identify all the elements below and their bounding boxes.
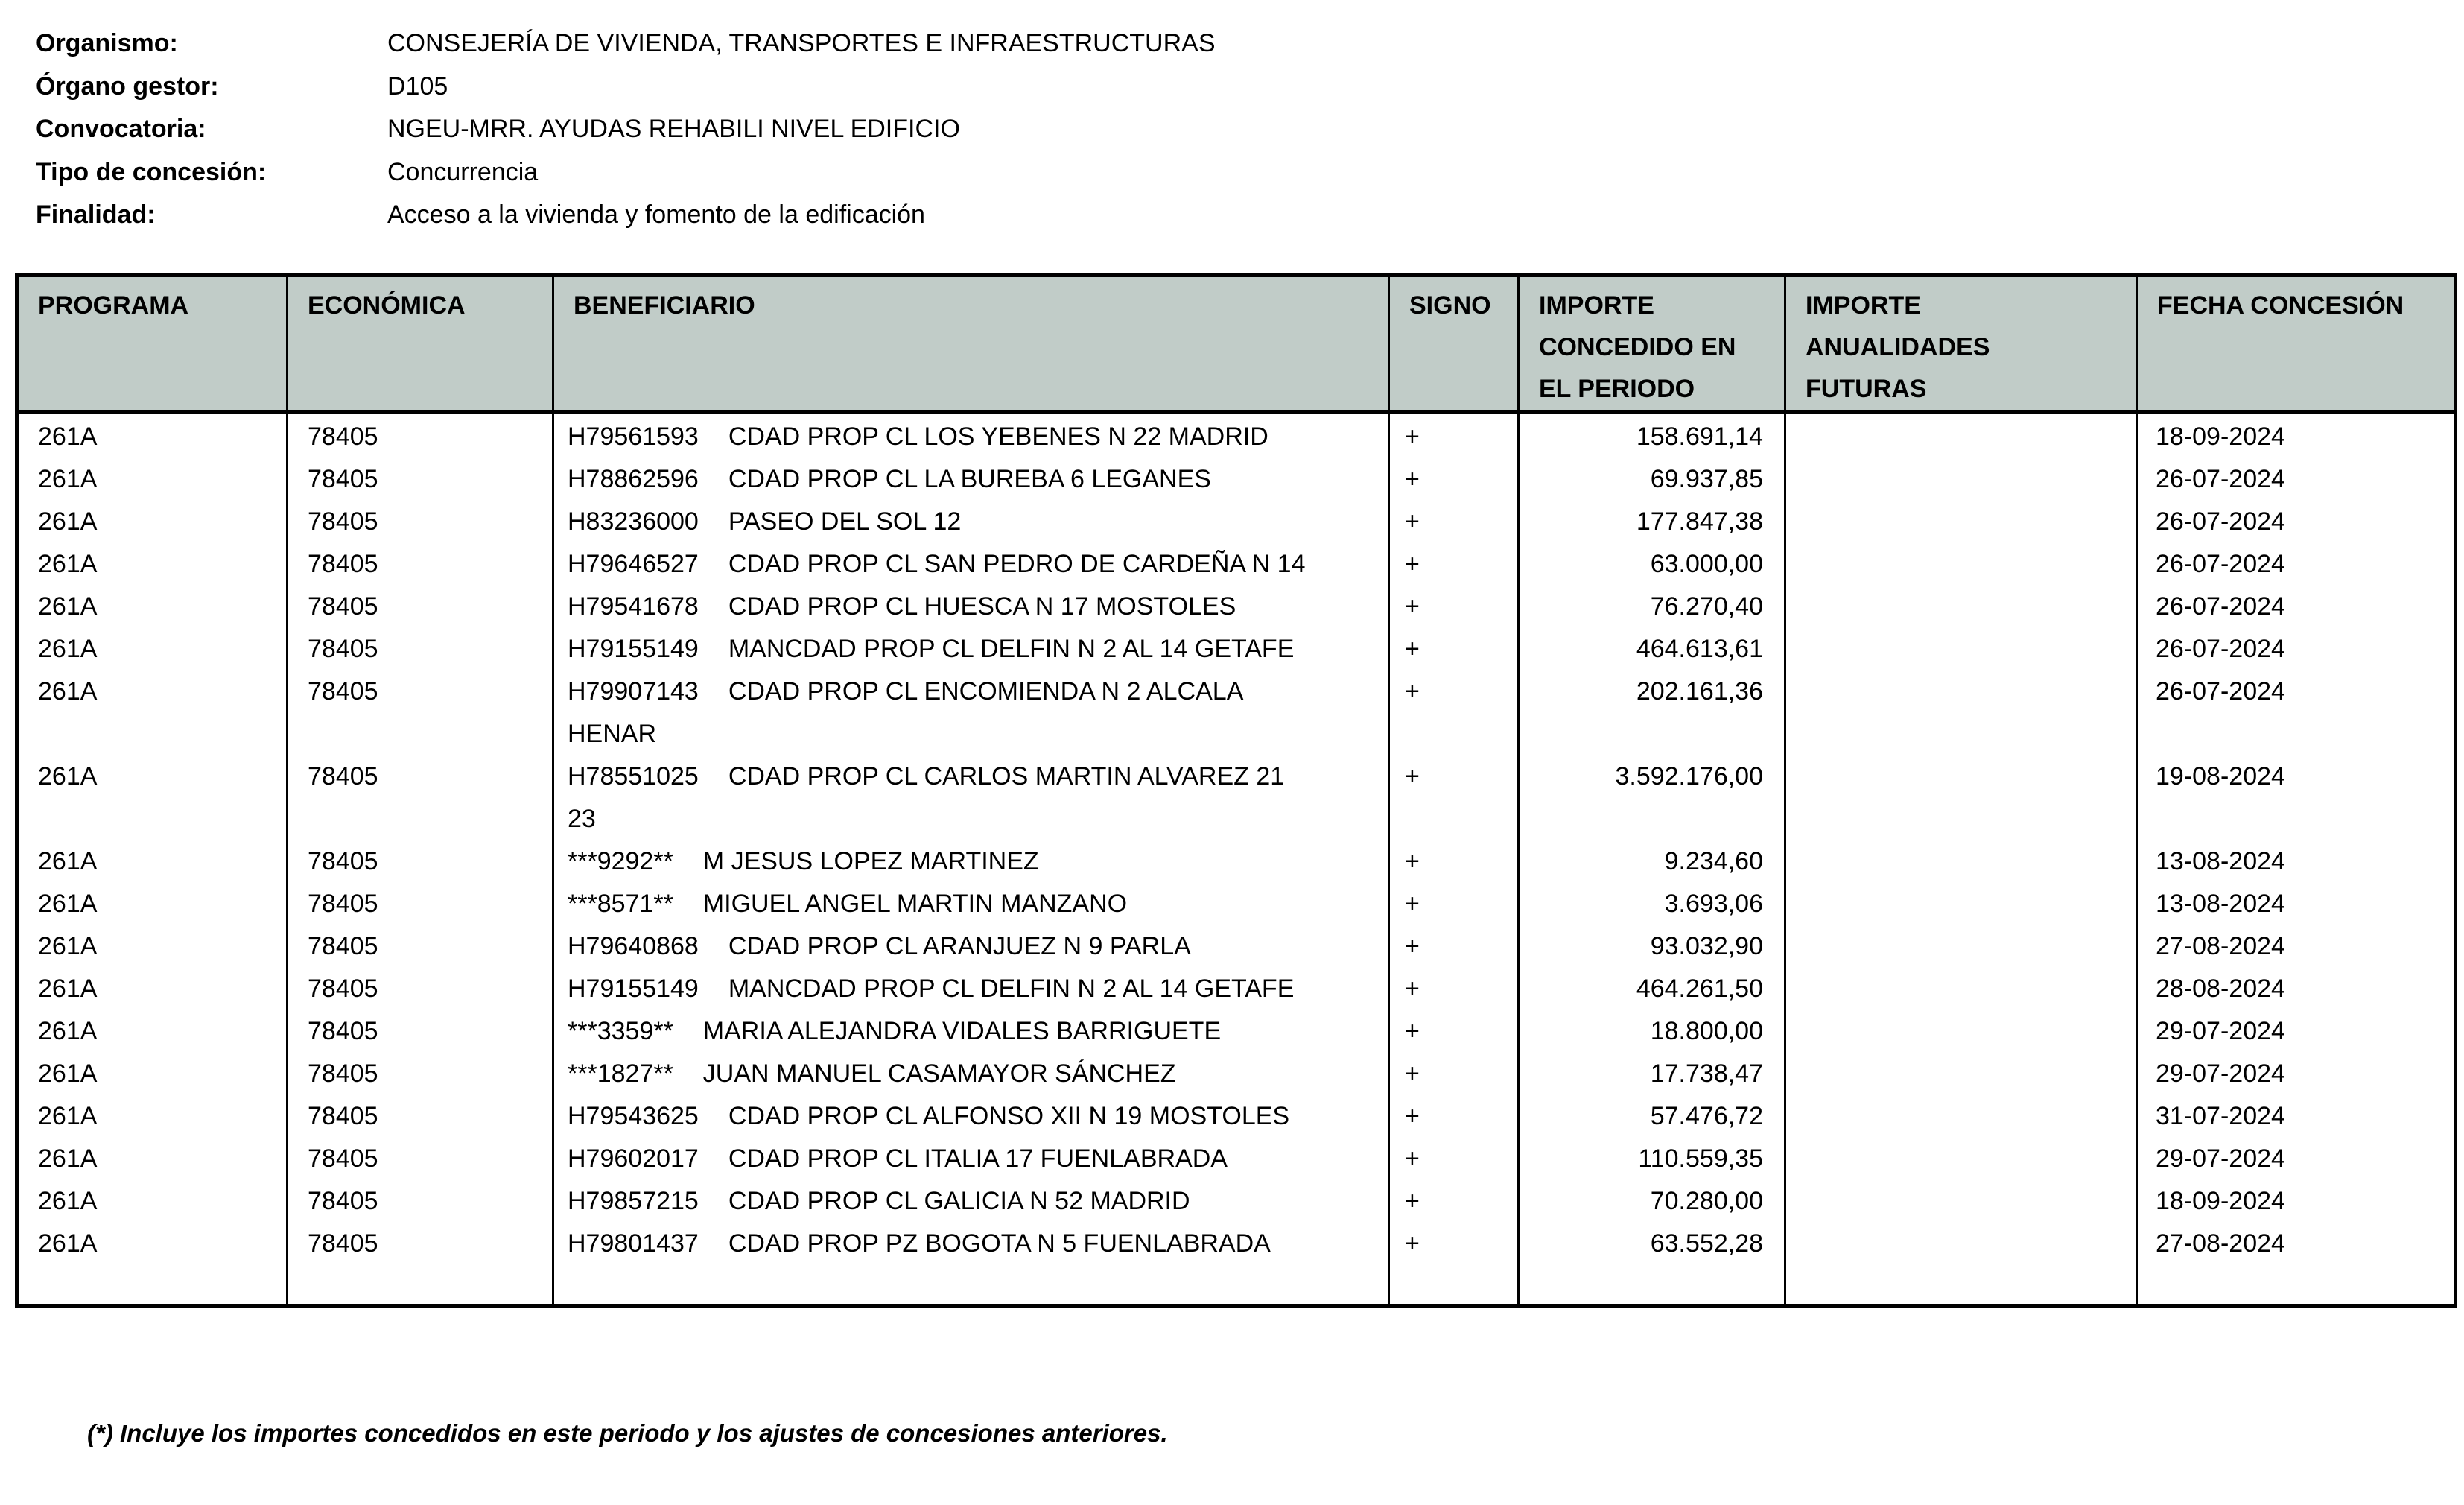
table-row xyxy=(17,840,2456,883)
beneficiario-id: ***1827** xyxy=(568,1059,673,1088)
importe-concedido-cell: 93.032,90 xyxy=(1519,925,1785,968)
importe-anualidades-cell xyxy=(1785,925,2137,968)
beneficiario-name: CDAD PROP CL ARANJUEZ N 9 PARLA xyxy=(728,932,1191,960)
beneficiario-name: CDAD PROP CL GALICIA N 52 MADRID xyxy=(728,1187,1190,1215)
beneficiario-cell xyxy=(553,412,1389,459)
beneficiario-cell xyxy=(553,883,1389,925)
grants-table xyxy=(15,273,2457,1308)
beneficiario-cell xyxy=(553,501,1389,543)
economica-cell: 78405 xyxy=(288,1010,553,1053)
economica-cell: 78405 xyxy=(288,883,553,925)
table-row xyxy=(17,1010,2456,1053)
document-meta xyxy=(36,22,1216,237)
fecha-concesion-cell: 26-07-2024 xyxy=(2137,458,2456,501)
economica-cell: 78405 xyxy=(288,586,553,628)
importe-concedido-cell: 3.592.176,00 xyxy=(1519,755,1785,840)
meta-label: Tipo de concesión: xyxy=(36,157,267,186)
importe-concedido-cell: 9.234,60 xyxy=(1519,840,1785,883)
beneficiario-id: ***3359** xyxy=(568,1017,673,1045)
economica-cell: 78405 xyxy=(288,412,553,459)
table-row xyxy=(17,925,2456,968)
economica-cell: 78405 xyxy=(288,458,553,501)
beneficiario-id: H79801437 xyxy=(568,1229,699,1258)
importe-anualidades-cell xyxy=(1785,1095,2137,1138)
economica-cell: 78405 xyxy=(288,840,553,883)
beneficiario-id: H79543625 xyxy=(568,1102,699,1130)
column-header-beneficiario: BENEFICIARIO xyxy=(553,276,1389,412)
table-row xyxy=(17,883,2456,925)
beneficiario-name: CDAD PROP CL SAN PEDRO DE CARDEÑA N 14 xyxy=(728,550,1306,578)
economica-cell: 78405 xyxy=(288,1095,553,1138)
meta-row-finalidad xyxy=(36,194,1216,237)
economica-cell: 78405 xyxy=(288,1223,553,1306)
column-header-importe-concedido: IMPORTE CONCEDIDO EN EL PERIODO xyxy=(1519,276,1785,412)
importe-concedido-cell: 76.270,40 xyxy=(1519,586,1785,628)
signo-cell: + xyxy=(1389,586,1519,628)
fecha-concesion-cell: 31-07-2024 xyxy=(2137,1095,2456,1138)
beneficiario-id: H79155149 xyxy=(568,635,699,663)
beneficiario-cell xyxy=(553,628,1389,671)
signo-cell: + xyxy=(1389,543,1519,586)
beneficiario-cell xyxy=(553,925,1389,968)
importe-concedido-cell: 69.937,85 xyxy=(1519,458,1785,501)
economica-cell: 78405 xyxy=(288,925,553,968)
column-header-importe-anualidades: IMPORTE ANUALIDADES FUTURAS xyxy=(1785,276,2137,412)
meta-value: CONSEJERÍA DE VIVIENDA, TRANSPORTES E INFRAESTRUCTURAS xyxy=(387,29,1216,57)
table-row xyxy=(17,586,2456,628)
programa-cell: 261A xyxy=(38,1144,98,1173)
programa-cell: 261A xyxy=(38,932,98,960)
beneficiario-name: CDAD PROP CL ITALIA 17 FUENLABRADA xyxy=(728,1144,1228,1173)
economica-cell: 78405 xyxy=(288,671,553,755)
signo-cell: + xyxy=(1389,1010,1519,1053)
beneficiario-name: M JESUS LOPEZ MARTINEZ xyxy=(702,847,1039,875)
importe-concedido-cell: 63.000,00 xyxy=(1519,543,1785,586)
programa-cell: 261A xyxy=(38,1102,98,1130)
signo-cell: + xyxy=(1389,1138,1519,1180)
table-row xyxy=(17,1095,2456,1138)
economica-cell: 78405 xyxy=(288,501,553,543)
grants-table-body xyxy=(17,412,2456,1307)
programa-cell: 261A xyxy=(38,847,98,875)
fecha-concesion-cell: 13-08-2024 xyxy=(2137,883,2456,925)
table-row xyxy=(17,412,2456,459)
beneficiario-cell xyxy=(553,543,1389,586)
meta-label: Organismo: xyxy=(36,29,178,57)
beneficiario-cell xyxy=(553,1223,1389,1306)
programa-cell: 261A xyxy=(38,550,98,578)
programa-cell: 261A xyxy=(38,1059,98,1088)
fecha-concesion-cell: 18-09-2024 xyxy=(2137,412,2456,459)
meta-row-organo-gestor xyxy=(36,66,1216,109)
beneficiario-cell xyxy=(553,1010,1389,1053)
importe-anualidades-cell xyxy=(1785,458,2137,501)
meta-row-organismo xyxy=(36,22,1216,66)
beneficiario-name: CDAD PROP CL ALFONSO XII N 19 MOSTOLES xyxy=(728,1102,1290,1130)
table-row xyxy=(17,671,2456,755)
signo-cell: + xyxy=(1389,671,1519,755)
beneficiario-id: H79640868 xyxy=(568,932,699,960)
table-row xyxy=(17,968,2456,1010)
beneficiario-cell xyxy=(553,586,1389,628)
importe-anualidades-cell xyxy=(1785,1223,2137,1306)
importe-anualidades-cell xyxy=(1785,501,2137,543)
programa-cell: 261A xyxy=(38,635,98,663)
importe-anualidades-cell xyxy=(1785,1053,2137,1095)
beneficiario-cell xyxy=(553,1138,1389,1180)
beneficiario-id: H79561593 xyxy=(568,422,699,451)
beneficiario-cell xyxy=(553,458,1389,501)
fecha-concesion-cell: 29-07-2024 xyxy=(2137,1138,2456,1180)
signo-cell: + xyxy=(1389,1095,1519,1138)
beneficiario-name: PASEO DEL SOL 12 xyxy=(728,507,962,536)
programa-cell: 261A xyxy=(38,1187,98,1215)
beneficiario-id: H79907143 xyxy=(568,677,699,706)
beneficiario-name: CDAD PROP CL CARLOS MARTIN ALVAREZ 21 23 xyxy=(568,762,1285,833)
beneficiario-name: MANCDAD PROP CL DELFIN N 2 AL 14 GETAFE xyxy=(728,635,1295,663)
importe-concedido-cell: 70.280,00 xyxy=(1519,1180,1785,1223)
fecha-concesion-cell: 18-09-2024 xyxy=(2137,1180,2456,1223)
table-row xyxy=(17,501,2456,543)
beneficiario-name: MANCDAD PROP CL DELFIN N 2 AL 14 GETAFE xyxy=(728,975,1295,1003)
economica-cell: 78405 xyxy=(288,543,553,586)
fecha-concesion-cell: 27-08-2024 xyxy=(2137,1223,2456,1306)
importe-concedido-cell: 18.800,00 xyxy=(1519,1010,1785,1053)
importe-concedido-cell: 57.476,72 xyxy=(1519,1095,1785,1138)
importe-anualidades-cell xyxy=(1785,1180,2137,1223)
economica-cell: 78405 xyxy=(288,1053,553,1095)
table-row xyxy=(17,628,2456,671)
beneficiario-name: CDAD PROP PZ BOGOTA N 5 FUENLABRADA xyxy=(728,1229,1271,1258)
programa-cell: 261A xyxy=(38,890,98,918)
table-row xyxy=(17,1053,2456,1095)
table-row xyxy=(17,458,2456,501)
beneficiario-cell xyxy=(553,1095,1389,1138)
beneficiario-id: H79602017 xyxy=(568,1144,699,1173)
beneficiario-cell xyxy=(553,1180,1389,1223)
beneficiario-cell xyxy=(553,755,1389,840)
fecha-concesion-cell: 29-07-2024 xyxy=(2137,1053,2456,1095)
table-row xyxy=(17,543,2456,586)
importe-anualidades-cell xyxy=(1785,543,2137,586)
importe-anualidades-cell xyxy=(1785,671,2137,755)
economica-cell: 78405 xyxy=(288,628,553,671)
programa-cell: 261A xyxy=(38,422,98,451)
importe-concedido-cell: 17.738,47 xyxy=(1519,1053,1785,1095)
signo-cell: + xyxy=(1389,412,1519,459)
importe-concedido-cell: 158.691,14 xyxy=(1519,412,1785,459)
beneficiario-id: H79646527 xyxy=(568,550,699,578)
importe-anualidades-cell xyxy=(1785,412,2137,459)
economica-cell: 78405 xyxy=(288,755,553,840)
signo-cell: + xyxy=(1389,628,1519,671)
beneficiario-id: H79541678 xyxy=(568,592,699,621)
importe-concedido-cell: 177.847,38 xyxy=(1519,501,1785,543)
signo-cell: + xyxy=(1389,925,1519,968)
importe-anualidades-cell xyxy=(1785,968,2137,1010)
beneficiario-name: CDAD PROP CL LA BUREBA 6 LEGANES xyxy=(728,465,1211,493)
table-row xyxy=(17,755,2456,840)
signo-cell: + xyxy=(1389,1053,1519,1095)
table-row xyxy=(17,1138,2456,1180)
fecha-concesion-cell: 28-08-2024 xyxy=(2137,968,2456,1010)
importe-anualidades-cell xyxy=(1785,755,2137,840)
importe-anualidades-cell xyxy=(1785,628,2137,671)
programa-cell: 261A xyxy=(38,677,98,706)
beneficiario-name: MIGUEL ANGEL MARTIN MANZANO xyxy=(702,890,1128,918)
meta-value: D105 xyxy=(387,72,448,101)
programa-cell: 261A xyxy=(38,762,98,790)
beneficiario-id: ***8571** xyxy=(568,890,673,918)
signo-cell: + xyxy=(1389,968,1519,1010)
meta-label: Convocatoria: xyxy=(36,115,206,143)
fecha-concesion-cell: 26-07-2024 xyxy=(2137,543,2456,586)
importe-concedido-cell: 464.261,50 xyxy=(1519,968,1785,1010)
meta-label: Órgano gestor: xyxy=(36,72,219,101)
importe-anualidades-cell xyxy=(1785,1010,2137,1053)
meta-row-tipo-concesion xyxy=(36,151,1216,194)
importe-concedido-cell: 63.552,28 xyxy=(1519,1223,1785,1306)
fecha-concesion-cell: 13-08-2024 xyxy=(2137,840,2456,883)
signo-cell: + xyxy=(1389,458,1519,501)
programa-cell: 261A xyxy=(38,1017,98,1045)
beneficiario-name: CDAD PROP CL HUESCA N 17 MOSTOLES xyxy=(728,592,1236,621)
meta-value: Acceso a la vivienda y fomento de la edificación xyxy=(387,200,925,229)
signo-cell: + xyxy=(1389,501,1519,543)
economica-cell: 78405 xyxy=(288,968,553,1010)
programa-cell: 261A xyxy=(38,507,98,536)
fecha-concesion-cell: 26-07-2024 xyxy=(2137,586,2456,628)
importe-concedido-cell: 202.161,36 xyxy=(1519,671,1785,755)
beneficiario-id: H83236000 xyxy=(568,507,699,536)
meta-label: Finalidad: xyxy=(36,200,156,229)
fecha-concesion-cell: 19-08-2024 xyxy=(2137,755,2456,840)
footnote: (*) Incluye los importes concedidos en este periodo y los ajustes de concesiones anteriores. xyxy=(87,1419,1168,1447)
column-header-programa: PROGRAMA xyxy=(17,276,288,412)
beneficiario-name: JUAN MANUEL CASAMAYOR SÁNCHEZ xyxy=(702,1059,1176,1088)
fecha-concesion-cell: 26-07-2024 xyxy=(2137,628,2456,671)
beneficiario-cell xyxy=(553,968,1389,1010)
importe-anualidades-cell xyxy=(1785,586,2137,628)
beneficiario-cell xyxy=(553,840,1389,883)
beneficiario-id: H79857215 xyxy=(568,1187,699,1215)
grants-table-header xyxy=(17,276,2456,412)
beneficiario-name: MARIA ALEJANDRA VIDALES BARRIGUETE xyxy=(702,1017,1222,1045)
meta-value: NGEU-MRR. AYUDAS REHABILI NIVEL EDIFICIO xyxy=(387,115,960,143)
importe-anualidades-cell xyxy=(1785,883,2137,925)
table-row xyxy=(17,1223,2456,1306)
economica-cell: 78405 xyxy=(288,1138,553,1180)
beneficiario-name: CDAD PROP CL ENCOMIENDA N 2 ALCALA HENAR xyxy=(568,677,1242,748)
signo-cell: + xyxy=(1389,840,1519,883)
importe-concedido-cell: 110.559,35 xyxy=(1519,1138,1785,1180)
beneficiario-name: CDAD PROP CL LOS YEBENES N 22 MADRID xyxy=(728,422,1268,451)
beneficiario-id: H78862596 xyxy=(568,465,699,493)
beneficiario-cell xyxy=(553,1053,1389,1095)
signo-cell: + xyxy=(1389,755,1519,840)
column-header-signo: SIGNO xyxy=(1389,276,1519,412)
column-header-fecha-concesion: FECHA CONCESIÓN xyxy=(2137,276,2456,412)
beneficiario-id: H78551025 xyxy=(568,762,699,790)
programa-cell: 261A xyxy=(38,1229,98,1258)
table-row xyxy=(17,1180,2456,1223)
beneficiario-cell xyxy=(553,671,1389,755)
column-header-economica: ECONÓMICA xyxy=(288,276,553,412)
importe-concedido-cell: 3.693,06 xyxy=(1519,883,1785,925)
programa-cell: 261A xyxy=(38,592,98,621)
signo-cell: + xyxy=(1389,1180,1519,1223)
importe-concedido-cell: 464.613,61 xyxy=(1519,628,1785,671)
signo-cell: + xyxy=(1389,1223,1519,1306)
importe-anualidades-cell xyxy=(1785,1138,2137,1180)
signo-cell: + xyxy=(1389,883,1519,925)
fecha-concesion-cell: 26-07-2024 xyxy=(2137,501,2456,543)
beneficiario-id: H79155149 xyxy=(568,975,699,1003)
programa-cell: 261A xyxy=(38,975,98,1003)
meta-value: Concurrencia xyxy=(387,157,539,186)
importe-anualidades-cell xyxy=(1785,840,2137,883)
programa-cell: 261A xyxy=(38,465,98,493)
fecha-concesion-cell: 27-08-2024 xyxy=(2137,925,2456,968)
fecha-concesion-cell: 26-07-2024 xyxy=(2137,671,2456,755)
meta-row-convocatoria xyxy=(36,108,1216,151)
fecha-concesion-cell: 29-07-2024 xyxy=(2137,1010,2456,1053)
economica-cell: 78405 xyxy=(288,1180,553,1223)
beneficiario-id: ***9292** xyxy=(568,847,673,875)
